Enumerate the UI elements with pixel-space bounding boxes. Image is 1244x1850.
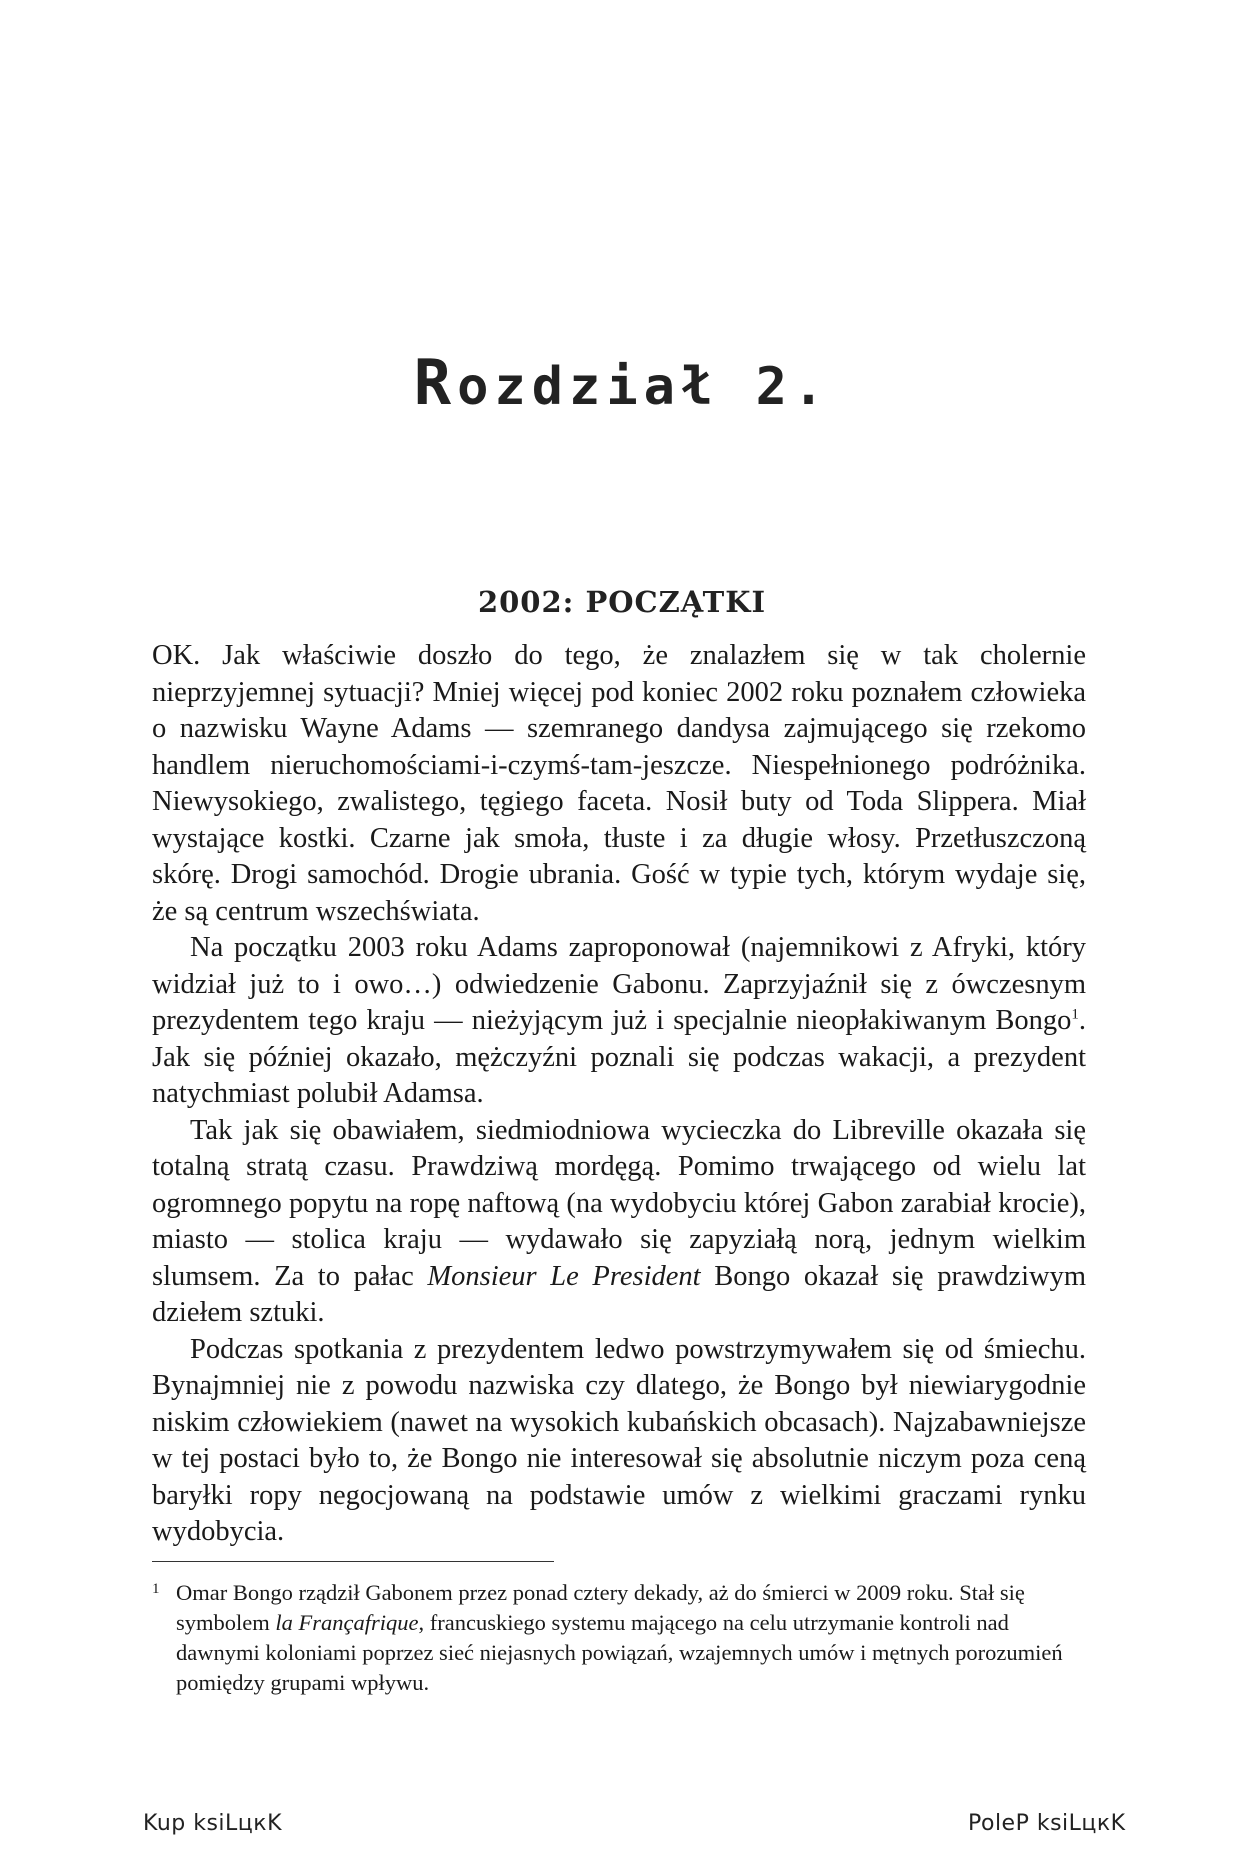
footnote-text-b: , francuskiego systemu mającego na celu utrzymanie kontroli nad dawnymi koloniami poprzez sieć niejasnych powiązań, wzajemnych umów i mętnych porozumień pomiędzy grupami wpływu.: [176, 1610, 1063, 1695]
paragraph-2-text-b: . Jak się później okazało, mężczyźni poznali się podczas wakacji, a prezydent natychmiast polubił Adamsa.: [152, 1005, 1086, 1109]
chapter-heading: [0, 346, 1244, 419]
footnote-italic: la Françafrique: [275, 1610, 419, 1635]
footnote: [152, 1578, 1086, 1698]
paragraph-3: [152, 1113, 1086, 1332]
body-text: [152, 638, 1086, 1551]
footnote-text-a: Omar Bongo rządził Gabonem przez ponad cztery dekady, aż do śmierci w 2009 roku. Stał się symbolem: [176, 1580, 1025, 1635]
chapter-heading-initial: R: [413, 346, 458, 419]
paragraph-4: Podczas spotkania z prezydentem ledwo powstrzymywałem się od śmiechu. Bynajmniej nie z powodu nazwiska czy dlatego, że Bongo był niewiarygodnie niskim człowiekiem (nawet na wysokich kubańskich obcasach). Najzabawniejsze w tej postaci było to, że Bongo nie interesował się absolutnie niczym poza ceną baryłki ropy negocjowaną na podstawie umów z wielkimi graczami rynku wydobycia.: [152, 1333, 1086, 1547]
paragraph-1: OK. Jak właściwie doszło do tego, że znalazłem się w tak cholernie nieprzyjemnej sytuacji? Mniej więcej pod koniec 2002 roku poznałem człowieka o nazwisku Wayne Adams — szemranego dandysa zajmującego się rzekomo handlem nieruchomościami-i-czymś-tam-jeszcze. Niespełnionego podróżnika. Niewysokiego, zwalistego, tęgiego faceta. Nosił buty od Toda Slippera. Miał wystające kostki. Czarne jak smoła, tłuste i za długie włosy. Przetłuszczoną skórę. Drogi samochód. Drogie ubrania. Gość w typie tych, którym wydaje się, że są centrum wszechświata.: [152, 640, 1086, 927]
footer-buy-book-link[interactable]: Kup ksiLцкK: [143, 1811, 282, 1836]
footnote-text: [176, 1578, 1086, 1698]
chapter-heading-rest: ozdział 2.: [457, 357, 831, 417]
footer-recommend-book-link[interactable]: PoleP ksiLцкK: [968, 1811, 1126, 1836]
paragraph-2: [152, 930, 1086, 1113]
footnote-reference[interactable]: 1: [1071, 1006, 1079, 1023]
footnote-number: 1: [152, 1581, 160, 1597]
section-title: 2002: POCZĄTKI: [477, 585, 767, 619]
footnote-divider: [152, 1561, 554, 1562]
paragraph-3-text-a: Tak jak się obawiałem, siedmiodniowa wycieczka do Libreville okazała się totalną stratą czasu. Prawdziwą mordęgą. Pomimo trwającego od wielu lat ogromnego popytu na ropę naftową (na wydobyciu której Gabon zarabiał krocie), miasto — stolica kraju — wydawało się zapyziałą norą, jednym wielkim slumsem. Za to pałac: [152, 1114, 1086, 1292]
paragraph-3-text-b: Bongo okazał się prawdziwym dziełem sztuki.: [152, 1260, 1086, 1328]
paragraph-3-italic: Monsieur Le President: [427, 1260, 701, 1292]
paragraph-2-text-a: Na początku 2003 roku Adams zaproponował (najemnikowi z Afryki, który widział już to i owo…) odwiedzenie Gabonu. Zaprzyjaźnił się z ówczesnym prezydentem tego kraju — nieżyjącym już i specjalnie nieopłakiwanym Bongo: [152, 932, 1086, 1036]
